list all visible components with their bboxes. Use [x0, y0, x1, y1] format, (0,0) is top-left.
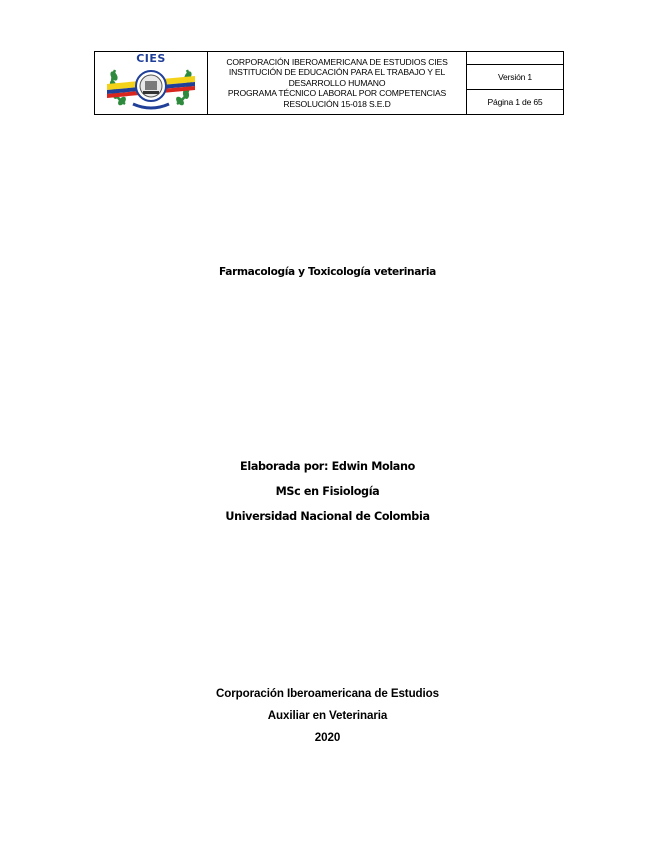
author-university: Universidad Nacional de Colombia: [225, 510, 430, 523]
org-line: RESOLUCIÓN 15-018 S.E.D: [283, 98, 391, 109]
empty-header-cell: [467, 52, 564, 65]
institution-info: [208, 52, 467, 115]
org-line: PROGRAMA TÉCNICO LABORAL POR COMPETENCIAS: [227, 88, 447, 99]
document-header: [94, 51, 564, 115]
cies-logo: [95, 52, 207, 114]
org-line: DESARROLLO HUMANO: [288, 77, 386, 88]
logo-cell: [95, 52, 208, 115]
footer-institution: Corporación Iberoamericana de Estudios: [216, 687, 439, 700]
author-degree: MSc en Fisiología: [275, 485, 380, 498]
page-number: Página 1 de 65: [467, 90, 564, 115]
document-title: Farmacología y Toxicología veterinaria: [219, 266, 436, 278]
org-line: INSTITUCIÓN DE EDUCACIÓN PARA EL TRABAJO Y EL: [228, 67, 446, 78]
org-line: CORPORACIÓN IBEROAMERICANA DE ESTUDIOS CIES: [226, 56, 448, 67]
logo-text: CIES: [136, 52, 166, 65]
footer-year: 2020: [314, 731, 341, 744]
author-line: Elaborada por: Edwin Molano: [240, 460, 415, 473]
version-label: Versión 1: [467, 65, 564, 90]
footer-program: Auxiliar en Veterinaria: [267, 709, 388, 722]
